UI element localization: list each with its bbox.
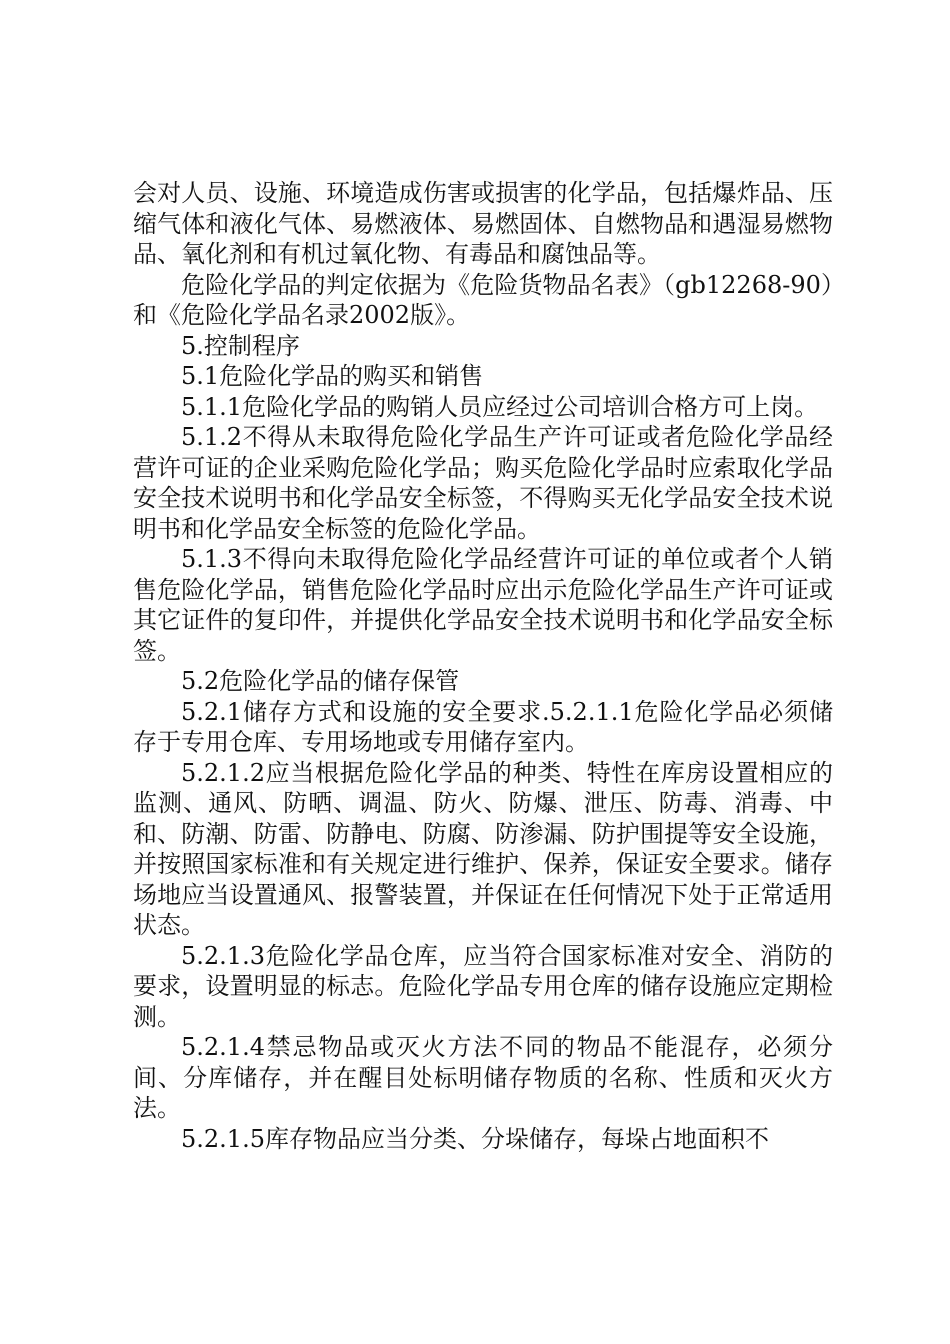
document-body (133, 178, 833, 1154)
heading-control-procedure: 5.控制程序 (181, 331, 300, 360)
paragraph-5-2-1-2: 5.2.1.2应当根据危险化学品的种类、特性在库房设置相应的监测、通风、防晒、调温、防火、防爆、泄压、防毒、消毒、中和、防潮、防雷、防静电、防腐、防渗漏、防护围提等安全设施，并按照国家标准和有关规定进行维护、保养，保证安全要求。储存场地应当设置通风、报警装置，并保证在任何情况下处于正常适用状态。 (133, 758, 833, 939)
paragraph-definition: 会对人员、设施、环境造成伤害或损害的化学品，包括爆炸品、压缩气体和液化气体、易燃液体、易燃固体、自燃物品和遇湿易燃物品、氧化剂和有机过氧化物、有毒品和腐蚀品等。 (133, 179, 833, 268)
paragraph-basis: 危险化学品的判定依据为《危险货物品名表》（gb12268-90）和《危险化学品名录2002版》。 (133, 270, 833, 329)
paragraph-5-2-1: 5.2.1储存方式和设施的安全要求.5.2.1.1危险化学品必须储存于专用仓库、专用场地或专用储存室内。 (133, 697, 833, 756)
heading-storage: 5.2危险化学品的储存保管 (181, 667, 460, 695)
paragraph-5-2-1-5: 5.2.1.5库存物品应当分类、分垛储存，每垛占地面积不 (181, 1124, 769, 1153)
paragraph-5-2-1-4: 5.2.1.4禁忌物品或灭火方法不同的物品不能混存，必须分间、分库储存，并在醒目处标明储存物质的名称、性质和灭火方法。 (133, 1033, 833, 1122)
heading-purchase-sale: 5.1危险化学品的购买和销售 (181, 362, 484, 390)
paragraph-5-2-1-3: 5.2.1.3危险化学品仓库，应当符合国家标准对安全、消防的要求，设置明显的标志。危险化学品专用仓库的储存设施应定期检测。 (133, 941, 833, 1031)
paragraph-5-1-1: 5.1.1危险化学品的购销人员应经过公司培训合格方可上岗。 (181, 392, 819, 421)
paragraph-5-1-2: 5.1.2不得从未取得危险化学品生产许可证或者危险化学品经营许可证的企业采购危险化学品；购买危险化学品时应索取化学品安全技术说明书和化学品安全标签，不得购买无化学品安全技术说明书和化学品安全标签的危险化学品。 (133, 423, 833, 543)
paragraph-5-1-3: 5.1.3不得向未取得危险化学品经营许可证的单位或者个人销售危险化学品，销售危险化学品时应出示危险化学品生产许可证或其它证件的复印件，并提供化学品安全技术说明书和化学品安全标签。 (133, 545, 833, 665)
